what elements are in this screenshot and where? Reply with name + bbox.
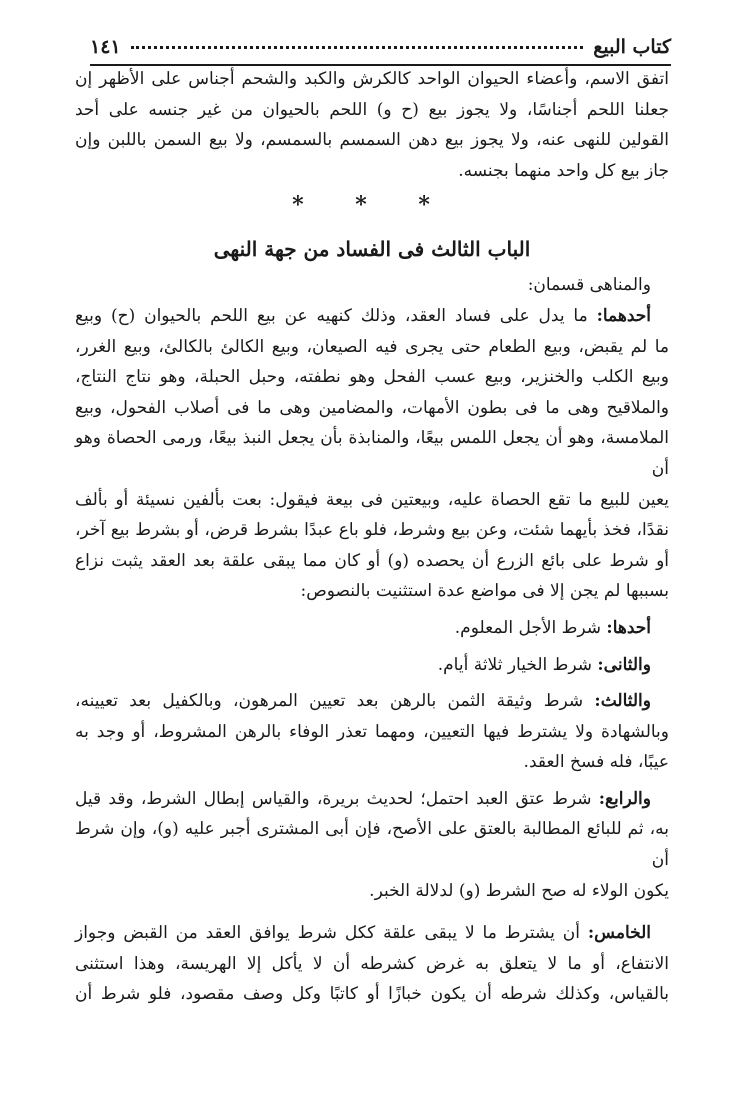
item-term: أحدها: <box>606 617 651 638</box>
text-line: نقدًا، فخذ بأيهما شئت، وعن بيع وشرط، فلو باع عبدًا بشرط قرض، أو بشرط بيع آخر، <box>75 520 669 541</box>
item-term: والرابع: <box>598 788 651 809</box>
text-line: وبالشهادة ولا يشترط فيها التعيين، ومهما تعذر الوفاء بالرهن المشروط، أو وجد به <box>75 721 669 742</box>
list-item <box>75 613 669 644</box>
item-term: الخامس: <box>587 923 652 944</box>
section-separator: * * * <box>292 192 452 219</box>
item-text: أن يشترط ما لا يبقى علقة ككل شرط يوافق العقد من القبض وجواز <box>75 923 580 944</box>
list-item <box>75 784 669 815</box>
text-line: الملامسة، وهو أن يجعل اللمس بيعًا، والمنابذة بأن يجعل النبذ بيعًا، ورمى الحصاة وهو أن <box>75 428 669 479</box>
text-line: والملاقيح وهى ما فى بطون الأمهات، والمضامين وهى ما فى أصلاب الفحول، وبيع <box>75 397 669 418</box>
text-line: جاز بيع كل واحد منهما بجنسه. <box>458 160 669 181</box>
text-line: جعلنا اللحم أجناسًا، ولا يجوز بيع (ح و) اللحم بالحيوان من غير جنسه على أحد <box>75 99 669 120</box>
text-line: القولين للنهى عنه، ولا يجوز بيع دهن السمسم بالسمسم، ولا بيع السمن باللبن وإن <box>75 130 669 151</box>
text-line <box>75 301 669 332</box>
item-text: شرط الأجل المعلوم. <box>454 617 602 638</box>
text-line: يكون الولاء له صح الشرط (و) لدلالة الخبر. <box>369 880 669 901</box>
text-line: اتفق الاسم، وأعضاء الحيوان الواحد كالكرش والكبد والشحم أجناس على الأظهر إن <box>75 69 669 89</box>
running-header <box>90 30 671 66</box>
first-term: أحدهما: <box>596 305 651 326</box>
text-line: بسببها لم يجن إلا فى مواضع عدة استثنيت بالنصوص: <box>300 581 669 602</box>
page-number: ١٤١ <box>90 36 121 58</box>
item-text: شرط الخيار ثلاثة أيام. <box>437 654 592 675</box>
chapter-heading: الباب الثالث فى الفساد من جهة النهى <box>213 237 531 262</box>
text-line: يعين للبيع ما تقع الحصاة عليه، وبيعتين فى بيعة فيقول: بعت بألفين نسيئة أو بألف <box>75 489 669 510</box>
text-line: أو شرط على بائع الزرع أن يحصده (و) أو كان مما يبقى علقة بعد العقد يثبت نزاع <box>75 550 669 571</box>
section-intro-line: والمناهى قسمان: <box>527 275 651 296</box>
header-dot-leader <box>131 46 584 49</box>
list-item <box>75 918 669 949</box>
text-line: به، ثم للبائع المطالبة بالعتق على الأصح، فإن أبى المشترى أجبر عليه (و)، وإن شرط أن <box>75 819 669 871</box>
item-term: والثالث: <box>594 691 651 712</box>
page-body <box>75 64 669 1010</box>
text-line: عيبًا، فله فسخ العقد. <box>523 752 669 773</box>
text-line: وبيع الكلب والخنزير، وبيع عسب الفحل وهو نطفته، وحبل الحبلة، وهو نتاج النتاج، <box>75 367 669 388</box>
item-term: والثانى: <box>597 654 651 675</box>
item-text: شرط عتق العبد احتمل؛ لحديث بريرة، والقياس إبطال الشرط، وقد قيل <box>75 788 592 809</box>
item-text: شرط وثيقة الثمن بالرهن بعد تعيين المرهون، وبالكفيل بعد تعيينه، <box>75 691 584 712</box>
first-text: ما يدل على فساد العقد، وذلك كنهيه عن بيع اللحم بالحيوان (ح) وبيع <box>75 305 588 326</box>
list-item <box>75 650 669 681</box>
text-line: بالقياس، وكذلك شرطه أن يكون خبازًا أو كاتبًا وكل وصف مقصود، فلو شرط أن <box>75 984 669 1005</box>
book-title: كتاب البيع <box>593 36 671 58</box>
text-line: الانتفاع، أو ما لا يتعلق به غرض كشرطه أن لا يأكل إلا الهريسة، وهذا استثنى <box>75 953 669 974</box>
text-line: ما لم يقبض، وبيع الطعام حتى يجرى فيه الصيعان، وبيع الكالئ بالكالئ، وبيع الغرر، <box>75 336 669 357</box>
list-item <box>75 686 669 717</box>
